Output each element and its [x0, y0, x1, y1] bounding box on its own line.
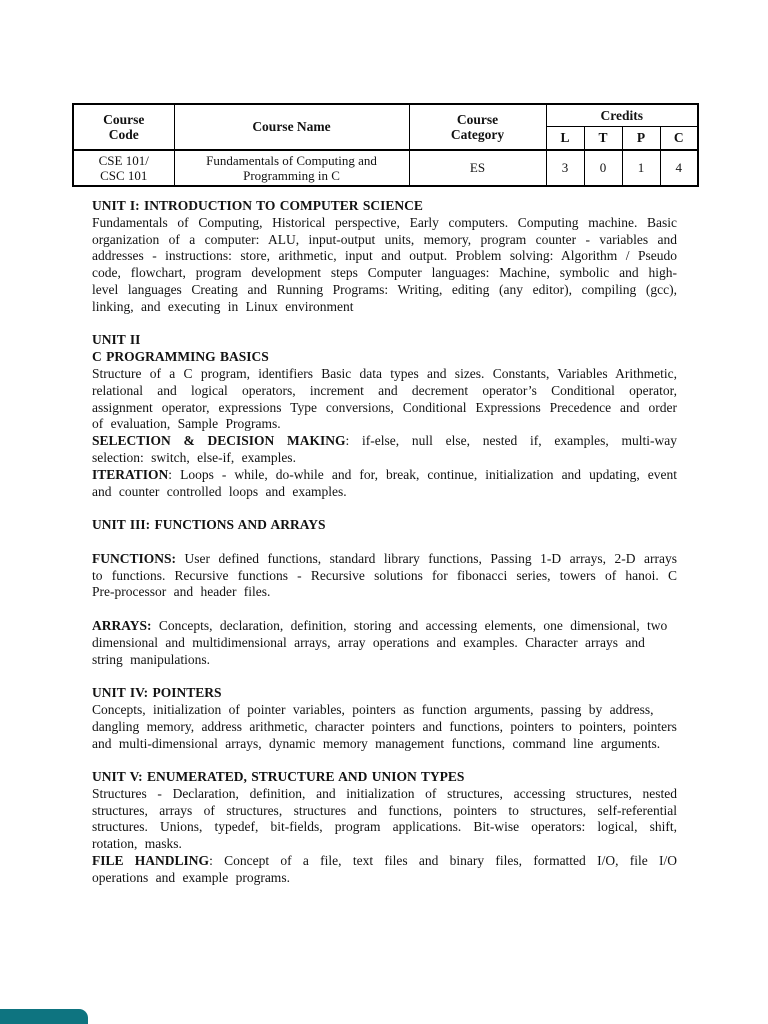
course-info-table: [72, 103, 699, 187]
credits-l-header: L: [546, 127, 584, 151]
course-code-header-line1: Course: [103, 111, 145, 127]
section-unit-5: [92, 769, 677, 887]
course-code-header: [73, 104, 174, 150]
paragraph-bold-lead: FUNCTIONS:: [92, 550, 177, 566]
course-category-header-line1: Course: [456, 111, 499, 127]
course-name-line1: Fundamentals of Computing and: [206, 152, 377, 168]
credits-p-header: P: [622, 127, 660, 151]
credits-t-header: T: [584, 127, 622, 151]
section-heading: [92, 198, 677, 215]
paragraph-bold-lead: UNIT II: [92, 332, 141, 348]
credits-p-cell: 1: [622, 150, 660, 186]
viewer-corner-accent: [0, 1009, 88, 1024]
section-unit-4: [92, 685, 677, 752]
course-code-line2: CSC 101: [100, 168, 148, 183]
course-name-line2: Programming in C: [243, 168, 340, 183]
paragraph-bold-lead: ARRAYS:: [92, 617, 152, 633]
section-heading: [92, 517, 677, 534]
section-paragraph: Concepts, initialization of pointer variables, pointers as function arguments, passing by address, dangling memory, address arithmetic, character pointers and functions, pointers to pointers, pointers and multi-dimensional arrays, dynamic memory management functions, command line arguments.: [92, 701, 677, 751]
section-heading: [92, 332, 677, 349]
course-row: [73, 150, 698, 186]
section-heading: [92, 769, 677, 786]
paragraph-bold-lead: UNIT IV: POINTERS: [92, 685, 222, 701]
course-category-header-line2: Category: [450, 127, 505, 142]
paragraph-bold-lead: UNIT I: INTRODUCTION TO COMPUTER SCIENCE: [92, 198, 423, 213]
course-name-cell: [174, 150, 409, 186]
course-category-header: [409, 104, 546, 150]
course-code-line1: CSE 101/: [98, 152, 149, 168]
course-category-cell: ES: [409, 150, 546, 186]
paragraph-spacer: [92, 601, 677, 618]
section-paragraph: Structures - Declaration, definition, and initialization of structures, accessing structures, nested structures, arrays of structures, structures and functions, pointers to structures, self-referential structures. Unions, typedef, bit-fields, program applications. Bit-wise operators: logical, shift, rotation, masks.: [92, 785, 677, 852]
section-heading: [92, 349, 677, 366]
credits-header: Credits: [546, 104, 698, 127]
course-info-table-wrap: [72, 103, 699, 187]
paragraph-bold-lead: UNIT III: FUNCTIONS AND ARRAYS: [92, 517, 326, 533]
paragraph-bold-lead: C PROGRAMMING BASICS: [92, 349, 269, 365]
course-code-header-line2: Code: [108, 127, 139, 142]
credits-c-header: C: [660, 127, 698, 151]
section-paragraph: SELECTION & DECISION MAKING: if-else, null else, nested if, examples, multi-way selection: switch, else-if, examples.: [92, 433, 677, 465]
paragraph-bold-lead: ITERATION: [92, 466, 169, 482]
paragraph-spacer: [92, 534, 677, 551]
section-heading: [92, 685, 677, 702]
course-name-header: Course Name: [174, 104, 409, 150]
section-paragraph: FUNCTIONS: User defined functions, standard library functions, Passing 1-D arrays, 2-D arrays to functions. Recursive functions - Recursive solutions for fibonacci series, towers of hanoi. C Pre-processor and header files.: [92, 550, 677, 600]
section-paragraph: ARRAYS: Concepts, declaration, definition, storing and accessing elements, one dimensional, two dimensional and multidimensional arrays, array operations and examples. Character arrays and string manipulations.: [92, 617, 668, 667]
course-code-cell: [73, 150, 174, 186]
section-paragraph: ITERATION: Loops - while, do-while and for, break, continue, initialization and updating, event and counter controlled loops and examples.: [92, 466, 677, 499]
paragraph-bold-lead: UNIT V: ENUMERATED, STRUCTURE AND UNION TYPES: [92, 769, 465, 785]
section-paragraph: Structure of a C program, identifiers Basic data types and sizes. Constants, Variables Arithmetic, relational and logical operators, increment and decrement operator’s Conditional operator, assignment operator, expressions Type conversions, Conditional Expressions Precedence and order of evaluation, Sample Programs.: [92, 365, 677, 432]
syllabus-content: [92, 198, 677, 887]
paragraph-bold-lead: FILE HANDLING: [92, 853, 210, 869]
section-unit-1: [92, 198, 677, 316]
credits-c-cell: 4: [660, 150, 698, 186]
credits-l-cell: 3: [546, 150, 584, 186]
credits-t-cell: 0: [584, 150, 622, 186]
section-unit-3: [92, 517, 677, 668]
section-paragraph: FILE HANDLING: Concept of a file, text files and binary files, formatted I/O, file I/O operations and example programs.: [92, 853, 678, 885]
paragraph-bold-lead: SELECTION & DECISION MAKING: [92, 433, 346, 449]
section-unit-2: [92, 332, 677, 500]
section-paragraph: Fundamentals of Computing, Historical perspective, Early computers. Computing machine. Basic organization of a computer: ALU, input-output units, memory, program counter - variables and addresses - instructions: store, arithmetic, input and output. Problem solving: Algorithm / Pseudo code, flowchart, program development steps Computer languages: Machine, symbolic and high-level languages Creating and Running Programs: Writing, editing (any editor), compiling (gcc), linking, and executing in Linux environment: [92, 214, 677, 314]
